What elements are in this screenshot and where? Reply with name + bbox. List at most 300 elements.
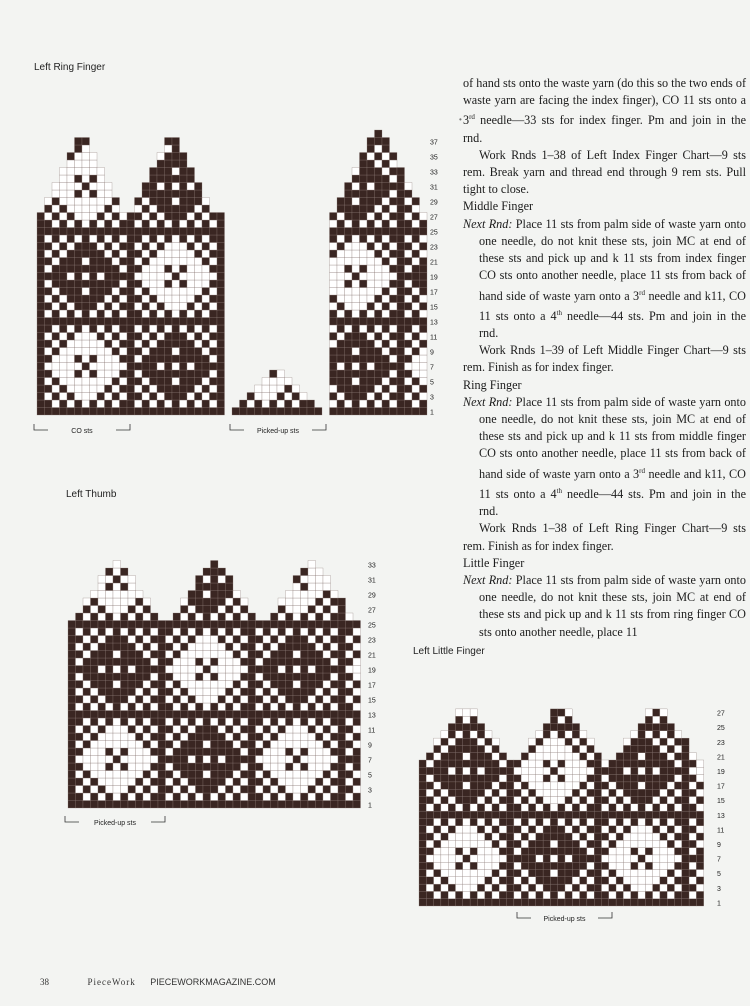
thumb-chart-cell [121, 733, 129, 741]
ring-chart-cell [217, 220, 225, 228]
ring-chart-cell [390, 400, 398, 408]
ring-chart-cell [165, 213, 173, 221]
thumb-chart-cell [188, 696, 196, 704]
thumb-chart-cell [248, 681, 256, 689]
ring-chart-cell [420, 243, 428, 251]
little-chart-cell [521, 767, 528, 774]
ring-chart-cell [405, 288, 413, 296]
little-chart-cell [441, 884, 448, 891]
ring-chart-cell [390, 370, 398, 378]
ring-chart-cell [412, 250, 420, 258]
ring-chart-cell [150, 370, 158, 378]
ring-chart-cell [397, 310, 405, 318]
thumb-chart-cell [331, 763, 339, 771]
thumb-chart-cell [106, 741, 114, 749]
ring-chart-cell [397, 348, 405, 356]
ring-chart-cell [382, 303, 390, 311]
ring-chart-cell [405, 258, 413, 266]
ring-chart-cell [150, 303, 158, 311]
little-chart-cell [587, 884, 594, 891]
ring-chart-cell [210, 235, 218, 243]
ring-chart-cell [172, 273, 180, 281]
ring-chart-cell [397, 168, 405, 176]
ring-chart-cell [367, 183, 375, 191]
little-chart-cell [434, 775, 441, 782]
thumb-chart-cell [173, 741, 181, 749]
ring-chart-cell [127, 400, 135, 408]
little-chart-cell [477, 826, 484, 833]
ring-chart-cell [187, 355, 195, 363]
ring-chart-cell [360, 213, 368, 221]
thumb-chart-cell [76, 651, 84, 659]
thumb-chart-cell [256, 711, 264, 719]
thumb-chart-cell [271, 688, 279, 696]
little-chart-cell [594, 899, 601, 906]
ring-chart-cell [172, 228, 180, 236]
little-chart-cell [623, 789, 630, 796]
ring-chart-cell [345, 363, 353, 371]
thumb-chart-cell [83, 793, 91, 801]
ring-chart-cell [165, 355, 173, 363]
ring-chart-cell [405, 198, 413, 206]
ring-chart-cell [180, 280, 188, 288]
ring-chart-cell [150, 393, 158, 401]
ring-chart-cell [337, 213, 345, 221]
little-chart-cell [470, 870, 477, 877]
ring-chart-cell [37, 288, 45, 296]
ring-chart-cell [202, 235, 210, 243]
thumb-chart-cell [113, 673, 121, 681]
thumb-chart-cell [76, 771, 84, 779]
thumb-chart-cell [233, 786, 241, 794]
ring-chart-cell [367, 310, 375, 318]
thumb-chart-cell [293, 718, 301, 726]
little-chart-cell [434, 753, 441, 760]
ring-chart-cell [37, 295, 45, 303]
ring-chart-cell [180, 183, 188, 191]
little-chart-cell [456, 884, 463, 891]
little-chart-cell [667, 840, 674, 847]
thumb-chart-cell [166, 771, 174, 779]
ring-chart-cell [382, 258, 390, 266]
thumb-chart-cell [143, 741, 151, 749]
little-chart-cell [529, 804, 536, 811]
thumb-chart-cell [113, 696, 121, 704]
little-chart-cell [448, 811, 455, 818]
ring-chart-cell [60, 303, 68, 311]
thumb-chart-cell [353, 741, 361, 749]
little-chart-cell [419, 891, 426, 898]
little-chart-cell [587, 767, 594, 774]
thumb-chart-cell [286, 756, 294, 764]
heading-ring-finger: Ring Finger [463, 377, 522, 392]
thumb-chart-cell [226, 748, 234, 756]
ring-chart-cell [405, 273, 413, 281]
little-chart-cell [521, 818, 528, 825]
ring-chart-cell [195, 318, 203, 326]
little-chart-cell [463, 797, 470, 804]
ring-chart-cell [150, 310, 158, 318]
thumb-chart-cell [211, 703, 219, 711]
ring-chart-cell [45, 265, 53, 273]
ring-chart-cell [307, 408, 315, 416]
ring-chart-cell [165, 408, 173, 416]
ring-chart-cell [112, 235, 120, 243]
little-chart-cell [572, 724, 579, 731]
little-chart-cell [419, 767, 426, 774]
thumb-chart-cell [106, 748, 114, 756]
ring-chart-cell [97, 235, 105, 243]
thumb-chart-cell [226, 801, 234, 809]
little-chart-cell [558, 891, 565, 898]
ring-chart-cell [105, 235, 113, 243]
thumb-chart-cell [188, 606, 196, 614]
little-chart-cell [609, 840, 616, 847]
ring-chart-cell [60, 393, 68, 401]
thumb-chart-cell [286, 666, 294, 674]
thumb-chart-cell [248, 666, 256, 674]
little-chart-cell [565, 716, 572, 723]
little-chart-cell [514, 833, 521, 840]
little-chart-cell [441, 855, 448, 862]
ring-chart-cell [270, 400, 278, 408]
little-chart-cell [492, 848, 499, 855]
ring-chart-cell [60, 220, 68, 228]
ring-chart-cell [75, 138, 83, 146]
little-chart-cell [434, 884, 441, 891]
ring-chart-cell [352, 408, 360, 416]
little-chart-cell [653, 848, 660, 855]
ring-chart-cell [210, 355, 218, 363]
ring-chart-cell [150, 250, 158, 258]
thumb-chart-cell [256, 696, 264, 704]
thumb-chart-cell [226, 696, 234, 704]
ring-chart-cell [337, 295, 345, 303]
little-chart-cell [485, 767, 492, 774]
ring-chart-cell [367, 333, 375, 341]
little-chart-cell [616, 818, 623, 825]
thumb-chart-cell [226, 793, 234, 801]
little-chart-cell [623, 870, 630, 877]
thumb-chart-cell [113, 786, 121, 794]
thumb-chart-cell [98, 583, 106, 591]
thumb-chart-cell [113, 733, 121, 741]
thumb-chart-cell [241, 726, 249, 734]
ring-chart-cell [187, 408, 195, 416]
thumb-chart-cell [211, 651, 219, 659]
thumb-chart-cell [136, 711, 144, 719]
ring-chart-cell [382, 370, 390, 378]
thumb-chart-cell [166, 718, 174, 726]
ring-chart-cell [75, 340, 83, 348]
thumb-chart-cell [233, 628, 241, 636]
ring-chart-cell [142, 325, 150, 333]
thumb-chart-cell [203, 778, 211, 786]
little-chart-cell [609, 797, 616, 804]
thumb-chart-cell [136, 666, 144, 674]
little-chart-cell [631, 811, 638, 818]
ring-chart-cell [217, 393, 225, 401]
ring-chart-cell [120, 258, 128, 266]
little-chart-cell [602, 818, 609, 825]
little-chart-cell [631, 789, 638, 796]
thumb-chart-cell [151, 748, 159, 756]
thumb-chart-cell [196, 786, 204, 794]
thumb-chart-cell [203, 628, 211, 636]
thumb-row-number: 1 [368, 802, 372, 810]
ring-chart-cell [262, 400, 270, 408]
little-chart-cell [631, 745, 638, 752]
thumb-chart-cell [76, 666, 84, 674]
little-chart-cell [543, 789, 550, 796]
thumb-chart-cell [196, 696, 204, 704]
ring-chart-cell [105, 280, 113, 288]
thumb-chart-cell [218, 703, 226, 711]
thumb-chart-cell [136, 718, 144, 726]
little-chart-cell [448, 789, 455, 796]
ring-chart-cell [127, 363, 135, 371]
ring-chart-cell [330, 363, 338, 371]
thumb-chart-cell [218, 658, 226, 666]
ring-chart-cell [367, 318, 375, 326]
thumb-chart-cell [83, 598, 91, 606]
little-chart-cell [441, 775, 448, 782]
thumb-chart-cell [323, 673, 331, 681]
thumb-row-number: 29 [368, 592, 376, 600]
thumb-chart-cell [98, 771, 106, 779]
ring-chart-cell [195, 213, 203, 221]
thumb-chart-cell [218, 666, 226, 674]
ring-chart-cell [375, 295, 383, 303]
little-chart-cell [616, 782, 623, 789]
little-chart-cell [565, 775, 572, 782]
little-chart-cell [543, 833, 550, 840]
little-chart-cell [660, 811, 667, 818]
ring-chart-cell [375, 408, 383, 416]
thumb-chart-cell [271, 703, 279, 711]
little-chart-cell [602, 811, 609, 818]
thumb-chart-cell [211, 621, 219, 629]
margin-mark: • [459, 115, 462, 124]
ring-chart-cell [157, 190, 165, 198]
ring-chart-cell [367, 400, 375, 408]
little-chart-cell [660, 709, 667, 716]
ring-chart-cell [345, 355, 353, 363]
thumb-chart-cell [121, 643, 129, 651]
ring-chart-cell [420, 280, 428, 288]
little-chart-cell [536, 811, 543, 818]
ring-row-number: 3 [430, 394, 434, 402]
little-chart-cell [550, 797, 557, 804]
ring-chart-cell [172, 168, 180, 176]
thumb-chart-cell [68, 801, 76, 809]
little-chart-cell [470, 840, 477, 847]
thumb-chart-cell [83, 696, 91, 704]
thumb-chart-cell [158, 703, 166, 711]
ring-chart-cell [382, 363, 390, 371]
ring-chart-cell [382, 325, 390, 333]
little-chart-cell [675, 899, 682, 906]
ring-chart-cell [397, 408, 405, 416]
ring-chart-cell [270, 393, 278, 401]
thumb-chart-cell [91, 801, 99, 809]
ring-chart-cell [120, 408, 128, 416]
thumb-chart-cell [83, 613, 91, 621]
ring-chart-cell [330, 400, 338, 408]
ring-chart-cell [405, 303, 413, 311]
thumb-chart-cell [241, 658, 249, 666]
ring-chart-cell [352, 303, 360, 311]
ring-chart-cell [120, 400, 128, 408]
little-chart-cell [631, 891, 638, 898]
ring-chart-cell [67, 310, 75, 318]
ring-chart-cell [405, 190, 413, 198]
thumb-chart-cell [188, 703, 196, 711]
ring-chart-cell [142, 235, 150, 243]
ring-chart-cell [127, 370, 135, 378]
thumb-chart-cell [121, 628, 129, 636]
thumb-chart-cell [68, 771, 76, 779]
little-chart-cell [653, 891, 660, 898]
thumb-chart-cell [83, 703, 91, 711]
ring-chart-cell [270, 378, 278, 386]
thumb-chart-cell [106, 793, 114, 801]
thumb-chart-cell [128, 801, 136, 809]
thumb-chart-cell [263, 636, 271, 644]
thumb-row-number: 15 [368, 697, 376, 705]
little-chart-cell [682, 760, 689, 767]
ring-chart-cell [165, 190, 173, 198]
ring-chart-cell [382, 280, 390, 288]
ring-chart-cell [390, 213, 398, 221]
little-chart-cell [558, 826, 565, 833]
ring-chart-cell [75, 355, 83, 363]
ring-chart-cell [105, 325, 113, 333]
ring-chart-cell [127, 378, 135, 386]
ring-chart-cell [172, 220, 180, 228]
thumb-chart-cell [91, 666, 99, 674]
thumb-chart-cell [98, 696, 106, 704]
thumb-chart-cell [196, 778, 204, 786]
thumb-chart-cell [196, 628, 204, 636]
thumb-chart-cell [76, 711, 84, 719]
ring-chart-cell [165, 340, 173, 348]
little-chart-cell [441, 731, 448, 738]
ring-chart-cell [82, 370, 90, 378]
thumb-chart-cell [136, 741, 144, 749]
ring-chart-cell [405, 355, 413, 363]
ring-chart-cell [382, 250, 390, 258]
thumb-chart-cell [226, 621, 234, 629]
thumb-chart-cell [218, 771, 226, 779]
ring-chart-cell [82, 393, 90, 401]
thumb-chart-cell [256, 793, 264, 801]
ring-chart-cell [397, 198, 405, 206]
thumb-chart-cell [188, 681, 196, 689]
thumb-chart-cell [173, 778, 181, 786]
ring-chart-cell [390, 363, 398, 371]
ring-chart-cell [367, 205, 375, 213]
little-chart-cell [631, 855, 638, 862]
little-chart-cell [609, 877, 616, 884]
thumb-chart-cell [278, 741, 286, 749]
ring-chart-cell [420, 228, 428, 236]
little-chart-cell [441, 789, 448, 796]
little-chart-cell [426, 891, 433, 898]
little-chart-cell [645, 804, 652, 811]
ring-chart-cell [352, 288, 360, 296]
little-chart-cell [529, 826, 536, 833]
little-chart-cell [572, 855, 579, 862]
thumb-chart-cell [121, 748, 129, 756]
thumb-chart-cell [106, 801, 114, 809]
thumb-chart-cell [338, 718, 346, 726]
ring-chart-cell [52, 318, 60, 326]
thumb-chart-cell [256, 786, 264, 794]
ring-chart-cell [375, 385, 383, 393]
little-chart-cell [696, 818, 703, 825]
thumb-chart-cell [181, 711, 189, 719]
thumb-chart-cell [233, 621, 241, 629]
ring-chart-cell [420, 393, 428, 401]
thumb-chart-cell [301, 613, 309, 621]
thumb-chart-cell [91, 733, 99, 741]
little-chart-cell [477, 782, 484, 789]
thumb-chart-cell [316, 801, 324, 809]
little-chart-cell [696, 891, 703, 898]
ring-chart-cell [390, 408, 398, 416]
little-chart-cell [434, 899, 441, 906]
little-chart-cell [631, 797, 638, 804]
ring-chart-cell [345, 310, 353, 318]
little-chart-cell [536, 826, 543, 833]
thumb-chart-cell [353, 793, 361, 801]
ring-chart-cell [375, 205, 383, 213]
little-chart-cell [594, 848, 601, 855]
little-chart-cell [434, 818, 441, 825]
ring-chart-cell [52, 333, 60, 341]
ring-chart-cell [330, 348, 338, 356]
ring-chart-cell [75, 288, 83, 296]
little-chart-cell [529, 848, 536, 855]
ring-chart-cell [210, 295, 218, 303]
ring-chart-cell [390, 153, 398, 161]
ring-chart-cell [375, 213, 383, 221]
ring-chart-cell [202, 363, 210, 371]
thumb-chart-cell [323, 621, 331, 629]
thumb-chart-cell [98, 621, 106, 629]
ring-chart-cell [352, 258, 360, 266]
little-chart-cell [565, 870, 572, 877]
little-chart-cell [558, 811, 565, 818]
thumb-chart-cell [286, 711, 294, 719]
ring-chart-cell [255, 408, 263, 416]
thumb-chart-cell [158, 688, 166, 696]
little-chart-cell [463, 753, 470, 760]
little-chart-cell [682, 804, 689, 811]
thumb-chart-cell [76, 718, 84, 726]
thumb-chart-cell [338, 748, 346, 756]
thumb-chart-cell [256, 621, 264, 629]
ring-chart-cell [345, 400, 353, 408]
little-chart-cell [616, 848, 623, 855]
ring-chart-cell [75, 235, 83, 243]
thumb-chart-cell [181, 748, 189, 756]
thumb-chart-cell [308, 793, 316, 801]
thumb-chart-cell [121, 696, 129, 704]
thumb-chart-cell [121, 778, 129, 786]
thumb-chart-cell [106, 711, 114, 719]
